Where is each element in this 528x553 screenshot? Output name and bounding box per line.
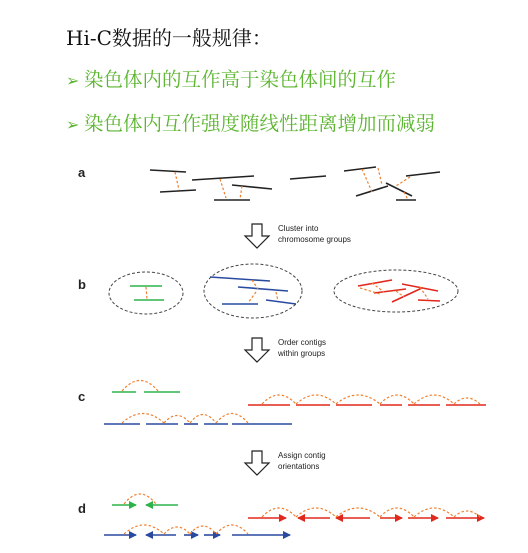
step-text-line1: Order contigs	[278, 338, 327, 347]
step-text-line2: chromosome groups	[278, 235, 351, 244]
arrow-bullet-icon: ➢	[66, 115, 80, 134]
step-text-line2: within groups	[278, 349, 326, 358]
step-order	[245, 338, 326, 362]
panel-label-b: b	[78, 277, 86, 292]
panel-label-d: d	[78, 501, 86, 516]
panel-label-a: a	[78, 165, 86, 180]
step-cluster	[245, 224, 351, 248]
step-text-line2: orientations	[278, 462, 320, 471]
panel-label-c: c	[78, 389, 86, 404]
panel-a-contigs	[150, 167, 440, 200]
bullet-text: 染色体内互作强度随线性距离增加而减弱	[84, 112, 436, 135]
down-arrow-icon	[245, 338, 269, 362]
panel-b-groups	[109, 264, 458, 318]
panel-d-oriented	[104, 494, 484, 535]
down-arrow-icon	[245, 224, 269, 248]
step-text-line1: Cluster into	[278, 224, 319, 233]
arrow-bullet-icon: ➢	[66, 71, 80, 90]
bullet-text: 染色体内的互作高于染色体间的互作	[84, 68, 397, 91]
panel-c-ordered	[104, 381, 486, 425]
panel-a-links	[175, 168, 410, 200]
step-orient	[245, 451, 326, 475]
step-text-line1: Assign contig	[278, 451, 326, 460]
slide-heading: Hi-C数据的一般规律：	[66, 26, 272, 50]
down-arrow-icon	[245, 451, 269, 475]
